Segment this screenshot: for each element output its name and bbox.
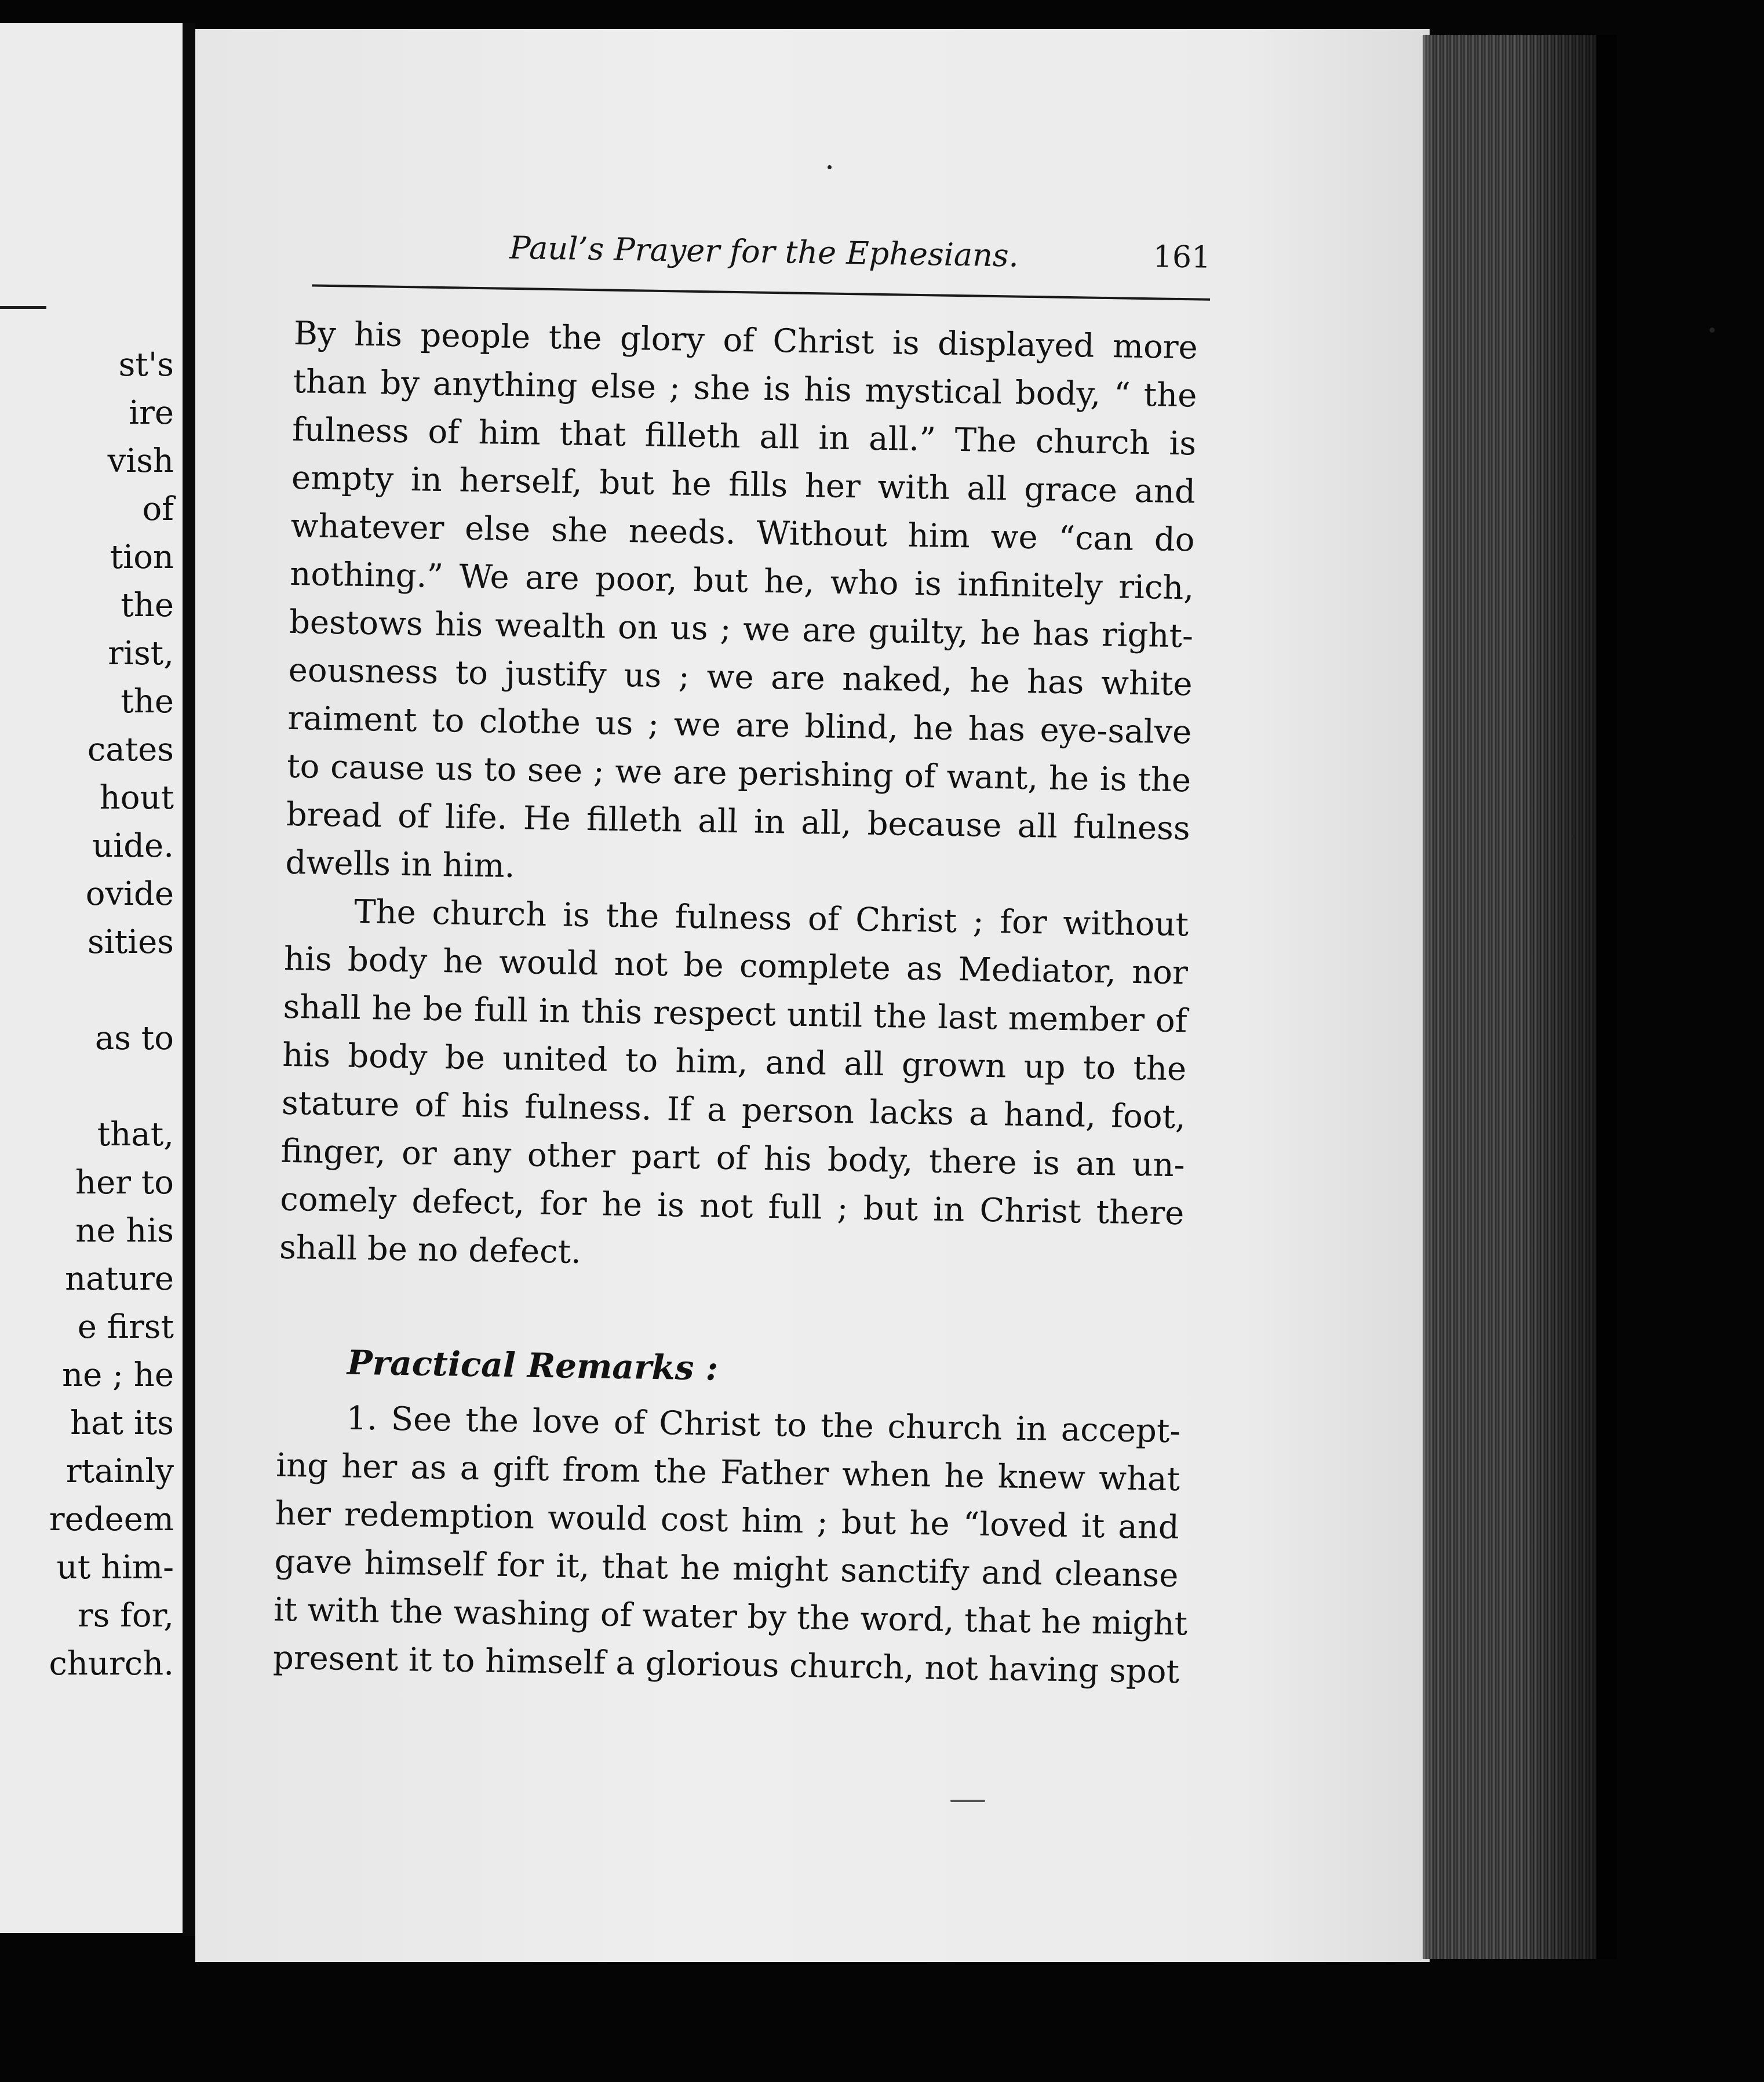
left-page-line: rist, <box>108 635 174 672</box>
running-title: Paul’s Prayer for the Ephesians. <box>509 229 1019 274</box>
scan-speck <box>950 1800 985 1802</box>
text-line: gave himself for it, that he might sanctify and cleanse <box>274 1542 1179 1595</box>
text-line: whatever else she needs. Without him we “can do <box>290 507 1196 559</box>
text-line: bread of life. He filleth all in all, because all fulness <box>286 795 1191 848</box>
text-line: comely defect, for he is not full ; but in Christ there <box>279 1180 1184 1233</box>
text-line: eousness to justify us ; we are naked, he has white <box>288 651 1193 704</box>
section-heading: Practical Remarks : <box>347 1342 719 1388</box>
body-text <box>272 310 1198 1696</box>
left-page-line: ire <box>129 394 174 432</box>
scan-speck <box>828 165 832 169</box>
left-page-rule <box>0 306 46 309</box>
scan-speck <box>1710 327 1715 333</box>
text-line: to cause us to see ; we are perishing of want, he is the <box>286 747 1191 800</box>
left-page-line: st's <box>118 346 174 384</box>
text-line: fulness of him that filleth all in all.” The church is <box>291 410 1197 463</box>
left-page-line: as to <box>94 1020 174 1057</box>
left-page-line: ovide <box>85 875 174 913</box>
left-page-line: vish <box>107 442 174 480</box>
page-number: 161 <box>1153 239 1211 275</box>
left-page-line: ne his <box>75 1212 174 1250</box>
text-line: dwells in him. <box>285 843 515 886</box>
left-page-line: redeem <box>49 1501 174 1538</box>
left-page-line: sities <box>88 923 174 961</box>
fore-edge-shadow <box>1518 35 1617 1959</box>
paragraph-3 <box>272 1393 1188 1696</box>
left-page-line: that, <box>97 1116 174 1153</box>
text-line: By his people the glory of Christ is displayed more <box>293 314 1198 367</box>
text-line: stature of his fulness. If a person lacks a hand, foot, <box>281 1084 1186 1137</box>
left-page-line: rs for, <box>77 1597 174 1635</box>
text-line: 1. See the love of Christ to the church in accept- <box>346 1399 1181 1451</box>
scan-speck <box>1572 835 1575 838</box>
text-line: nothing.” We are poor, but he, who is infinitely rich, <box>289 555 1194 607</box>
left-page-line: cates <box>87 731 174 769</box>
text-line: his body he would not be complete as Mediator, nor <box>283 940 1189 992</box>
page-content <box>272 220 1211 1696</box>
text-line: bestows his wealth on us ; we are guilty, he has right- <box>289 603 1194 656</box>
text-line: raiment to clothe us ; we are blind, he has eye-salve <box>287 699 1192 752</box>
left-page-line <box>0 1062 174 1111</box>
left-page-line: uide. <box>92 827 174 865</box>
left-page-line: nature <box>65 1260 174 1298</box>
paragraph-1 <box>285 310 1198 901</box>
left-page-line: the <box>121 683 174 720</box>
left-page-line: church. <box>49 1645 174 1683</box>
left-page-line: ut him- <box>56 1549 174 1586</box>
left-page-line: e first <box>77 1308 174 1346</box>
left-page-line: rtainly <box>65 1453 174 1490</box>
left-page-line: her to <box>75 1164 174 1202</box>
left-page-line: of <box>142 490 174 528</box>
book-gutter <box>183 23 195 1936</box>
left-facing-page <box>0 23 183 1933</box>
text-line: shall he be full in this respect until the last member of <box>283 988 1187 1040</box>
text-line: ing her as a gift from the Father when he knew what <box>275 1446 1180 1499</box>
left-page-line: the <box>121 587 174 624</box>
left-page-line <box>0 966 174 1014</box>
text-line: finger, or any other part of his body, there is an un- <box>280 1132 1186 1185</box>
left-page-line: hat its <box>70 1404 174 1442</box>
text-line: shall be no defect. <box>279 1228 582 1271</box>
text-line: present it to himself a glorious church, not having spot <box>272 1639 1180 1691</box>
text-line: it with the washing of water by the word, that he might <box>273 1590 1188 1643</box>
left-page-line: hout <box>99 779 174 817</box>
text-line: her redemption would cost him ; but he “loved it and <box>275 1494 1180 1547</box>
left-page-line: tion <box>110 538 174 576</box>
text-line: The church is the fulness of Christ ; for without <box>353 893 1189 944</box>
left-page-text <box>0 341 174 1688</box>
text-line: than by anything else ; she is his mystical body, “ the <box>293 362 1197 415</box>
paragraph-2 <box>279 887 1189 1286</box>
text-line: empty in herself, but he fills her with all grace and <box>291 458 1196 511</box>
left-page-line: ne ; he <box>62 1356 174 1394</box>
text-line: his body be united to him, and all grown up to the <box>282 1036 1187 1089</box>
